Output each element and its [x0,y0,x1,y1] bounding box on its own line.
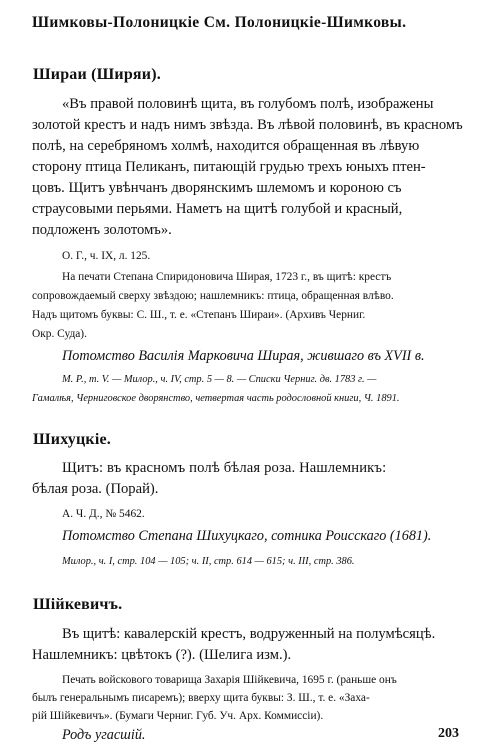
source-reference: О. Г., ч. IX, л. 125. [62,250,151,262]
entry-title: Шійкевичъ. [33,596,123,613]
blazon-line: полѣ, на серебряномъ холмѣ, находится обращенная въ лѣвую [32,138,420,154]
seal-note-line: рій Шійкевичъ». (Бумаги Черниг. Губ. Уч. Арх. Коммиссіи). [32,710,324,722]
blazon-line: Въ щитѣ: кавалерскій крестъ, водруженный на полумѣсяцѣ. [62,626,436,642]
lineage-line: Потомство Василія Марковича Ширая, жившаго въ XVII в. [62,348,425,364]
seal-note-line: На печати Степана Спиридоновича Ширая, 1723 г., въ щитѣ: крестъ [62,271,392,283]
lineage-line: Родъ угасшій. [62,727,146,743]
blazon-line: Щитъ: въ красномъ полѣ бѣлая роза. Нашлемникъ: [62,460,387,476]
seal-note-line: былъ генеральнымъ писаремъ); вверху щита буквы: З. Ш., т. е. «Заха- [32,692,370,704]
entry-title: Шираи (Ширяи). [33,66,161,83]
cross-reference-header: Шимковы-Полоницкіе См. Полоницкіе-Шимковы. [32,14,407,31]
seal-note-line: сопровождаемый сверху звѣздою; нашлемникъ: птица, обращенная влѣво. [32,290,394,302]
blazon-line: «Въ правой половинѣ щита, въ голубомъ полѣ, изображены [62,96,434,112]
bibliography-line: Гамалѣя, Черниговское дворянство, четвертая часть родословной книги, Ч. 1891. [32,393,400,404]
seal-note-line: Окр. Суда). [32,328,87,340]
blazon-line: Нашлемникъ: цвѣтокъ (?). (Шелига изм.). [32,647,292,663]
page-number: 203 [438,726,459,741]
bibliography-line: М. Р., т. V. — Милор., ч. IV, стр. 5 — 8. — Списки Черниг. дв. 1783 г. — [62,374,377,385]
blazon-line: цовъ. Щитъ увѣнчанъ дворянскимъ шлемомъ и короною съ [32,180,402,196]
blazon-line: золотой крестъ и надъ нимъ звѣзда. Въ лѣвой половинѣ, въ красномъ [32,117,463,133]
blazon-line: страусовыми перьями. Наметъ на щитѣ голубой и красный, [32,201,403,217]
lineage-line: Потомство Степана Шихуцкаго, сотника Роисскаго (1681). [62,528,432,544]
blazon-line: подложенъ золотомъ». [32,222,172,238]
entry-title: Шихуцкіе. [33,431,111,448]
seal-note-line: Надъ щитомъ буквы: С. Ш., т. е. «Степанъ Шираи». (Архивъ Черниг. [32,309,366,321]
bibliography-line: Милор., ч. I, стр. 104 — 105; ч. II, стр. 614 — 615; ч. III, стр. 386. [62,556,355,567]
blazon-line: бѣлая роза. (Порай). [32,481,159,497]
blazon-line: сторону птица Пеликанъ, питающій грудью трехъ юныхъ птен- [32,159,426,175]
seal-note-line: Печать войскового товарища Захарія Шійкевича, 1695 г. (раньше онъ [62,674,397,686]
source-reference: А. Ч. Д., № 5462. [62,508,145,520]
